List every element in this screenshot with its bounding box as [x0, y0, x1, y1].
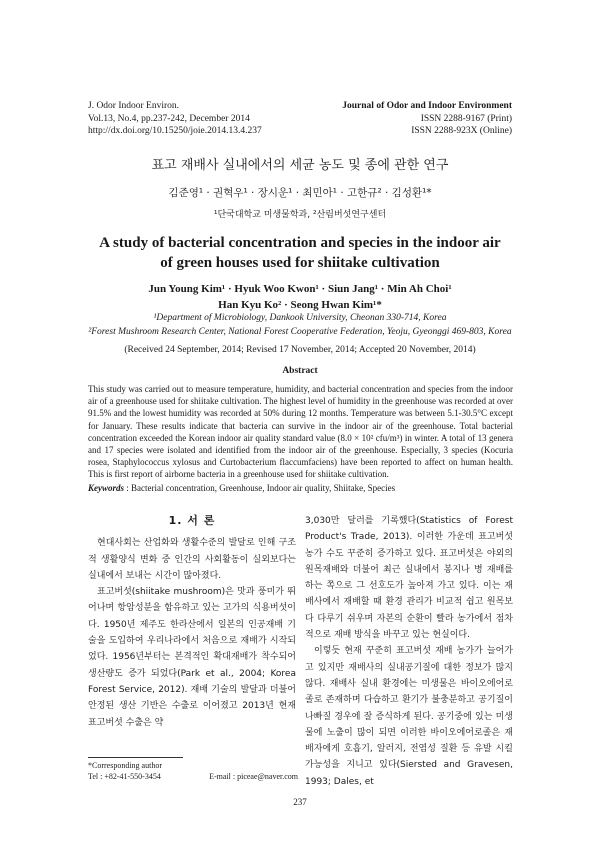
english-affiliations	[0, 312, 600, 339]
volume-info: Vol.13, No.4, pp.237-242, December 2014	[88, 113, 250, 124]
section-heading: 1. 서 론	[168, 514, 216, 527]
keywords-list: : Bacterial concentration, Greenhouse, Indoor air quality, Shiitake, Species	[126, 483, 396, 493]
issn-print: ISSN 2288-9167 (Print)	[420, 113, 512, 124]
doi-link[interactable]: http://dx.doi.org/10.15250/joie.2014.13.4.237	[88, 126, 262, 136]
english-authors	[0, 281, 600, 313]
journal-abbrev: J. Odor Indoor Environ.	[88, 101, 180, 111]
paragraph: 표고버섯(shiitake mushroom)은 맛과 풍미가 뛰어나며 항암성분을 함유하고 있는 고가의 식용버섯이다. 1950년 제주도 한라산에서 일본의 인공재배 기술을 도입하여 우리나라에서 처음으로 재배가 시작되었다. 1956년부터는 본격적인 확대재배가 착수되어 생산량도 증가 되었다(Park et al., 2004; Korea Forest Service, 2012). 재배 기술의 발달과 더불어 안정된 생산 기반은 수출로 이어졌고 2013년 현재 표고버섯 수출은 약	[88, 587, 296, 728]
corresponding-author: *Corresponding author	[88, 761, 162, 770]
english-title-line1: A study of bacterial concentration and species in the indoor air	[99, 235, 501, 251]
email-address[interactable]: E-mail : piceae@naver.com	[209, 772, 298, 781]
korean-authors: 김준영¹ · 권혁우¹ · 장시운¹ · 최민아¹ · 고한규² · 김성환¹*	[168, 187, 432, 199]
journal-header-right	[342, 100, 512, 138]
received-dates: (Received 24 September, 2014; Revised 17 November, 2014; Accepted 20 November, 2014)	[124, 345, 476, 355]
page-number: 237	[293, 797, 307, 807]
english-title	[0, 233, 600, 273]
english-title-line2: of green houses used for shiitake cultivation	[160, 255, 440, 271]
phone-number: Tel : +82-41-550-3454	[88, 772, 161, 781]
journal-name: Journal of Odor and Indoor Environment	[342, 101, 512, 111]
footnote	[88, 760, 298, 782]
right-column	[305, 513, 513, 790]
korean-affiliations: ¹단국대학교 미생물학과, ²산림버섯연구센터	[213, 210, 387, 220]
affiliation-1: ¹Department of Microbiology, Dankook University, Cheonan 330-714, Korea	[153, 313, 447, 323]
english-authors-line1: Jun Young Kim¹ · Hyuk Woo Kwon¹ · Siun Jang¹ · Min Ah Choi¹	[148, 283, 452, 295]
paragraph: 3,030만 달러를 기록했다(Statistics of Forest Product's Trade, 2013). 이러한 가운데 표고버섯 농가 수도 꾸준히 증가하고 있다. 표고버섯은 야외의 원목재배와 더불어 최근 실내에서 봉지나 병 재배를 하는 쪽으로 그 선호도가 높아져 가고 있다. 이는 재배사에서 재배할 때 환경 관리가 비교적 쉽고 원목보다 다루기 쉬우며 자본의 순환이 빨라 농가에서 점차적으로 재배 방식을 바꾸고 있는 현실이다.	[305, 516, 513, 641]
paragraph: 현대사회는 산업화와 생활수준의 발달로 인해 구조적 생활양식 변화 중 인간의 사회활동이 실외보다는 실내에서 보내는 시간이 많아졌다.	[88, 538, 296, 581]
english-authors-line2: Han Kyu Ko² · Seong Hwan Kim¹*	[218, 299, 382, 311]
left-column	[88, 513, 296, 731]
affiliation-2: ²Forest Mushroom Research Center, National Forest Cooperative Federation, Yeoju, Gyeonggi 469-803, Korea	[88, 326, 512, 337]
korean-title: 표고 재배사 실내에서의 세균 농도 및 종에 관한 연구	[151, 158, 449, 173]
abstract-body: This study was carried out to measure temperature, humidity, and bacterial concentration and species from the indoor air of a greenhouse used for shiitake cultivation. The highest level of humidity in the greenhouse was recorded at over 91.5% and the lowest humidity was recorded at 50% during 12 months. Temperature was between 5.1-30.5°C except for January. These results indicate that bacteria can survive in the indoor air of the greenhouse. Total bacterial concentration exceeded the Korean indoor air quality standard value (8.0 × 10² cfu/m³) in winter. A total of 13 genera and 17 species were isolated and identified from the indoor air of the greenhouse. Especially, 3 species (Kocuria rosea, Staphylococcus xylosus and Curtobacterium flaccumfaciens) have been reported to affect on human health. This is first report of airborne bacteria in a greenhouse used for shiitake cultivation.	[88, 384, 513, 480]
issn-online: ISSN 2288-923X (Online)	[411, 126, 512, 136]
keywords-label: Keywords	[88, 483, 124, 493]
paragraph: 이렇듯 현재 꾸준히 표고버섯 재배 농가가 늘어가고 있지만 재배사의 실내공기질에 대한 정보가 많지 않다. 재배사 실내 환경에는 미생물은 바이오에어로졸로 존재하며 다습하고 환기가 불충분하고 공기질이 나빠질 경우에 잘 증식하게 된다. 공기중에 있는 미생물에 노출이 많이 되면 이러한 바이오에어로졸은 재배자에게 호흡기, 알러지, 전염성 질환 등 유발 시킬 가능성을 지니고 있다(Siersted and Gravesen, 1993; Dales, et	[305, 646, 513, 787]
abstract-heading: Abstract	[282, 366, 318, 376]
footnote-divider	[88, 757, 183, 758]
keywords	[88, 482, 513, 494]
journal-header-left	[88, 100, 262, 138]
